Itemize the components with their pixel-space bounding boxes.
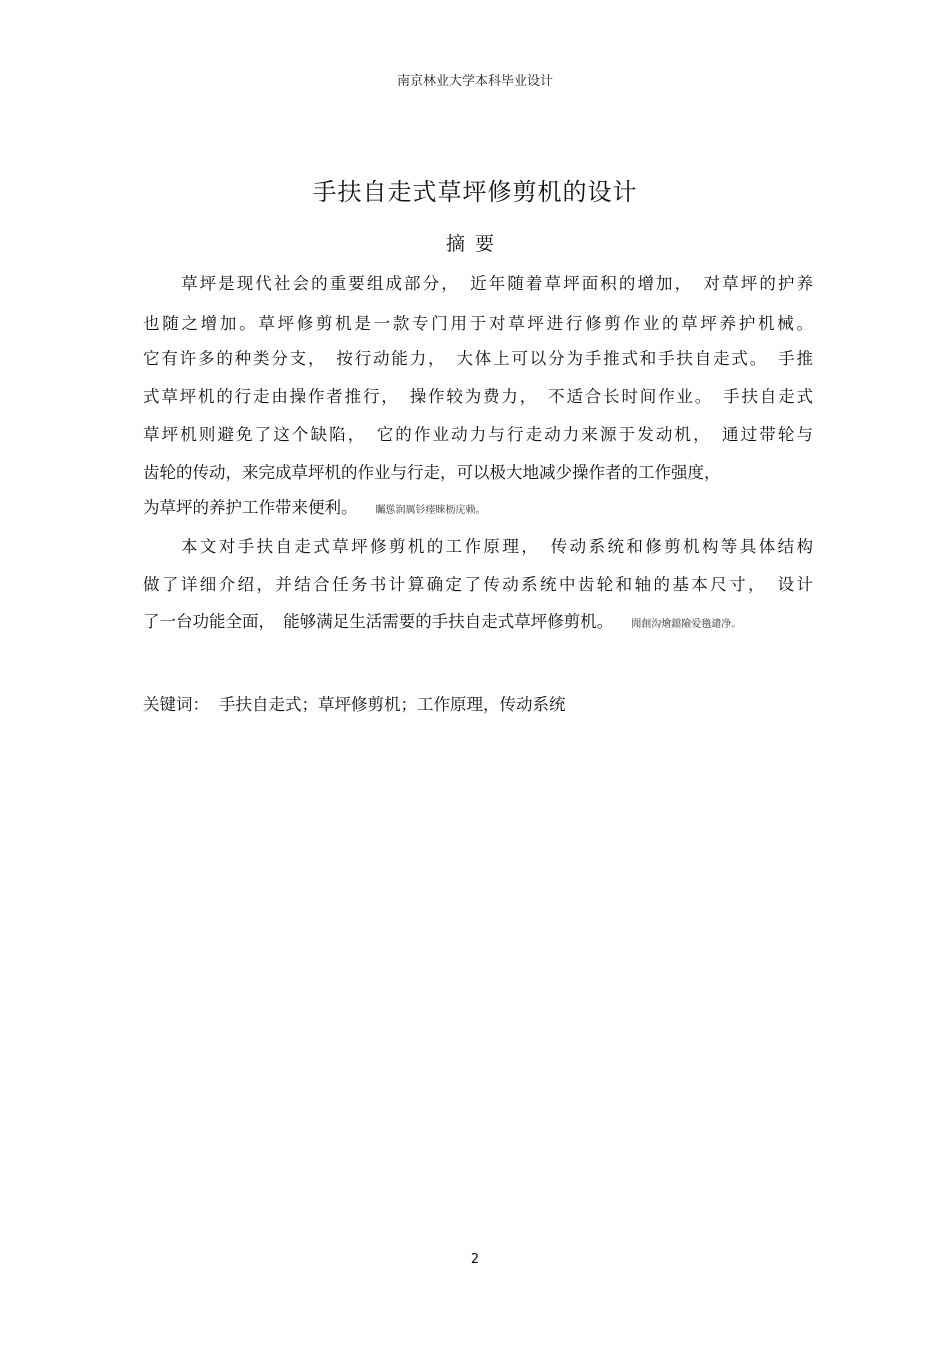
- paragraph-1-line-6: 齿轮的传动，来完成草坪机的作业与行走，可以极大地减少操作者的工作强度，: [143, 463, 721, 482]
- paragraph-1-garbled-text: 矚慫润厲钐瘗睞枥庑赖。: [375, 505, 486, 516]
- page-number: 2: [470, 1252, 480, 1267]
- keywords-label: 关键词：: [143, 695, 209, 714]
- paragraph-2-garbled-text: 聞創沟燴鐺險爱氇谴净。: [631, 619, 742, 630]
- paragraph-1-line-7-text: 为草坪的养护工作带来便利。: [143, 498, 358, 517]
- keywords-terms: 手扶自走式；草坪修剪机；工作原理，传动系统: [219, 695, 566, 714]
- paragraph-2-line-3: [143, 611, 813, 636]
- paragraph-2-line-3-text: 了一台功能全面， 能够满足生活需要的手扶自走式草坪修剪机。: [143, 612, 614, 631]
- page-header: 南京林业大学本科毕业设计: [396, 74, 553, 89]
- paragraph-1-line-7: [143, 497, 813, 522]
- paragraph-2-line-2: 做了详细介绍，并结合任务书计算确定了传动系统中齿轮和轴的基本尺寸， 设计: [143, 575, 813, 594]
- keywords-line: [143, 691, 566, 715]
- abstract-heading: 摘要: [445, 233, 504, 255]
- paragraph-1-line-4: 式草坪机的行走由操作者推行， 操作较为费力， 不适合长时间作业。 手扶自走式: [143, 387, 813, 406]
- paragraph-1-line-1: 草坪是现代社会的重要组成部分， 近年随着草坪面积的增加， 对草坪的护养: [181, 274, 813, 293]
- document-title: 手扶自走式草坪修剪机的设计: [312, 178, 638, 206]
- paragraph-2-line-1: 本文对手扶自走式草坪修剪机的工作原理， 传动系统和修剪机构等具体结构: [181, 537, 813, 556]
- paragraph-1-line-5: 草坪机则避免了这个缺陷， 它的作业动力与行走动力来源于发动机， 通过带轮与: [143, 425, 813, 444]
- paragraph-1-line-3: 它有许多的种类分支， 按行动能力， 大体上可以分为手推式和手扶自走式。 手推: [143, 349, 813, 368]
- paragraph-1-line-2: 也随之增加。草坪修剪机是一款专门用于对草坪进行修剪作业的草坪养护机械。: [143, 314, 813, 333]
